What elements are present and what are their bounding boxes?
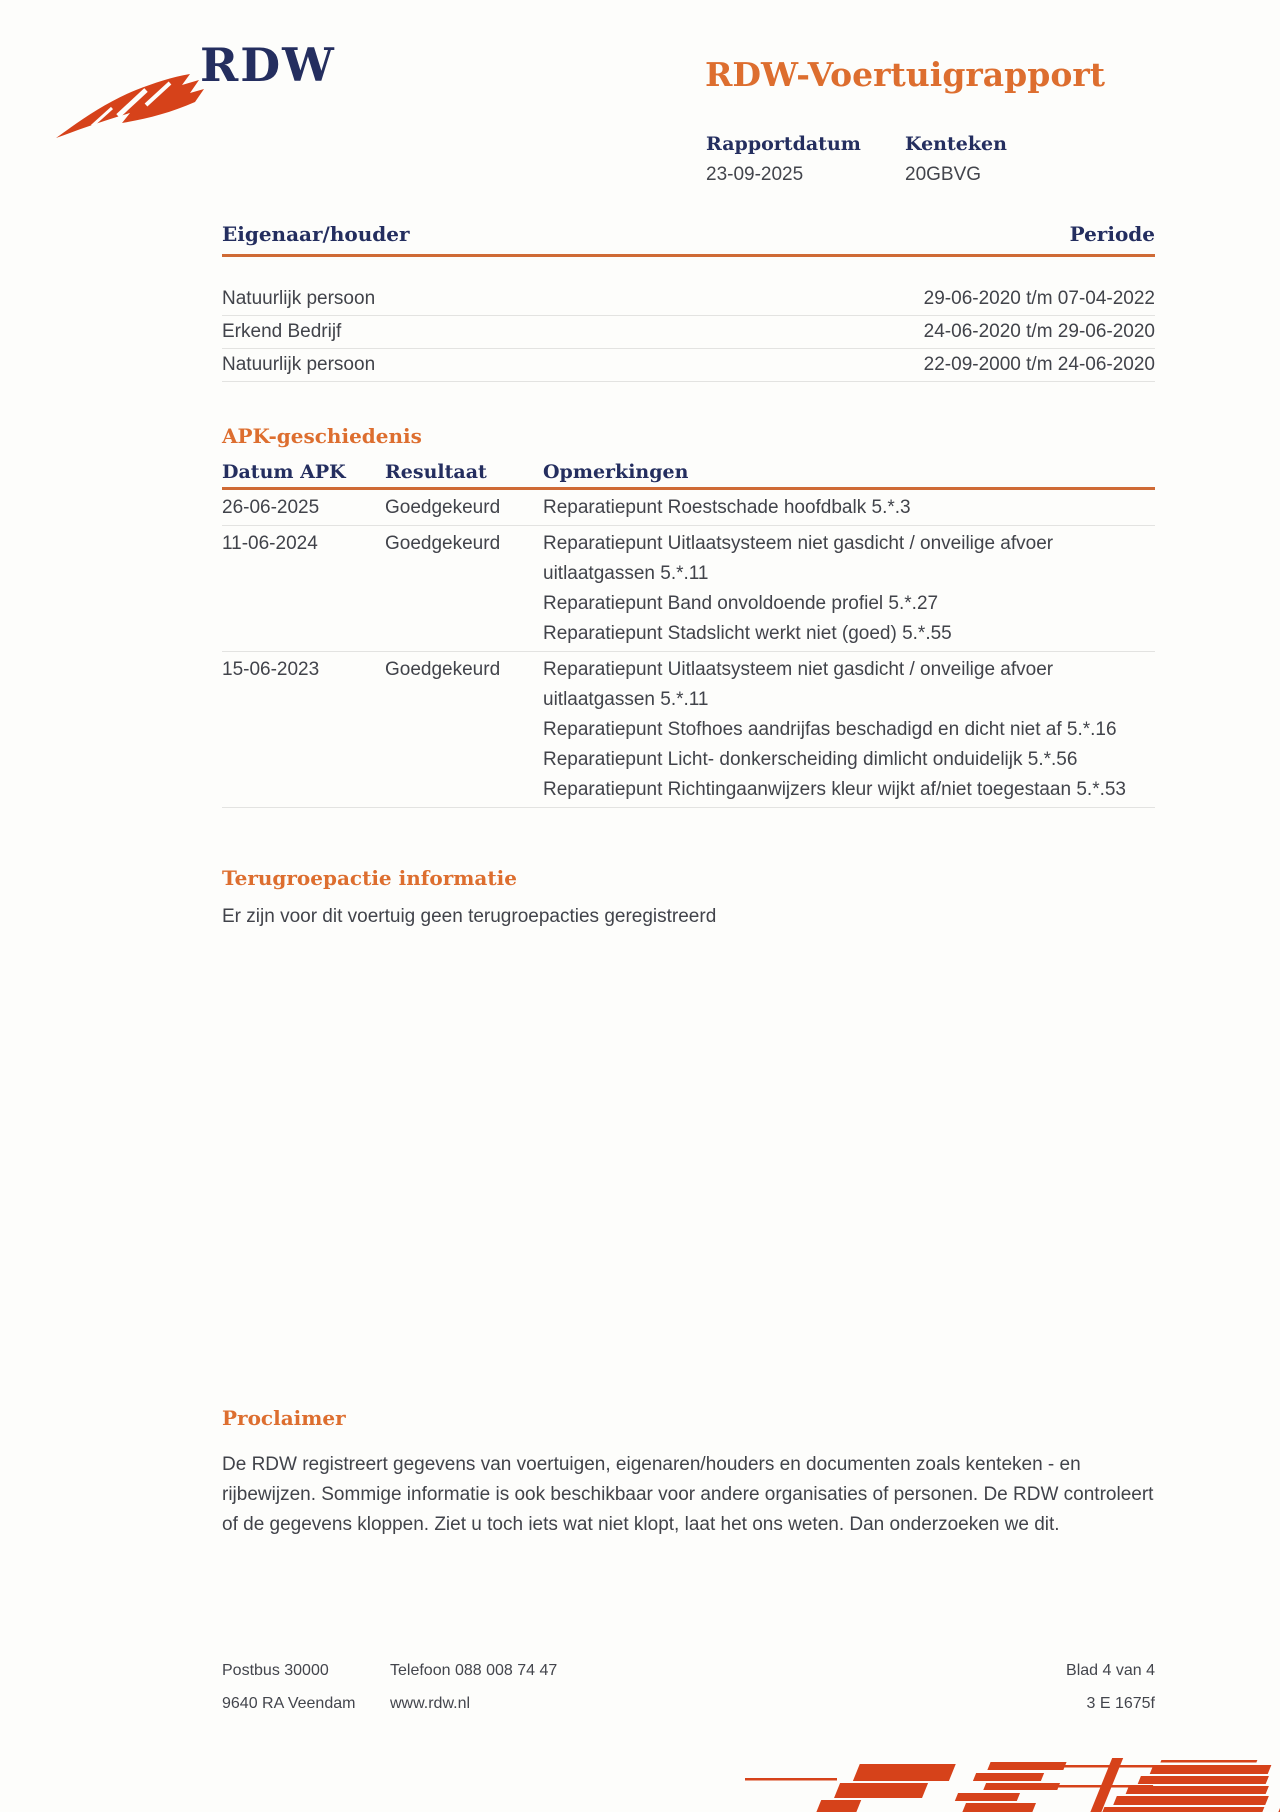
apk-remarks (543, 655, 1155, 805)
footer-website: www.rdw.nl (390, 1695, 471, 1712)
rdw-stripes-graphic-icon (745, 1756, 1280, 1812)
footer-city: 9640 RA Veendam (222, 1695, 356, 1712)
apk-result: Goedgekeurd (385, 659, 501, 680)
report-date-block (706, 133, 861, 186)
recall-section-body: Er zijn voor dit voertuig geen terugroepacties geregistreerd (222, 906, 717, 927)
owner-section-rule (222, 254, 1155, 257)
owner-section (222, 222, 1155, 382)
apk-remark-line: Reparatiepunt Stadslicht werkt niet (goed) 5.*.55 (543, 623, 952, 644)
apk-column-date: Datum APK (222, 461, 346, 483)
apk-remark-line: Reparatiepunt Licht- donkerscheiding dimlicht onduidelijk 5.*.56 (543, 749, 1078, 770)
owner-period: 24-06-2020 t/m 29-06-2020 (923, 321, 1155, 342)
owner-section-heading: Eigenaar/houder (222, 222, 410, 246)
footer-form-code: 3 E 1675f (1086, 1695, 1155, 1712)
license-plate-value: 20GBVG (905, 164, 982, 185)
apk-remark-line: Reparatiepunt Richtingaanwijzers kleur wijkt af/niet toegestaan 5.*.53 (543, 779, 1126, 800)
owner-type: Natuurlijk persoon (222, 354, 376, 375)
apk-section-heading: APK-geschiedenis (222, 424, 422, 448)
apk-remarks (543, 529, 1155, 649)
apk-rows (222, 490, 1155, 808)
license-plate-label: Kenteken (905, 133, 1007, 155)
apk-result: Goedgekeurd (385, 497, 501, 518)
apk-row (222, 652, 1155, 808)
rdw-wordmark: RDW (200, 38, 336, 92)
apk-remark-line: Reparatiepunt Roestschade hoofdbalk 5.*.3 (543, 497, 911, 518)
apk-remark-line: Reparatiepunt Band onvoldoende profiel 5.*.27 (543, 593, 939, 614)
apk-history-section (222, 424, 1155, 808)
owner-period: 29-06-2020 t/m 07-04-2022 (923, 288, 1155, 309)
rdw-feather-logo-icon (52, 52, 204, 140)
apk-remark-line: Reparatiepunt Uitlaatsysteem niet gasdicht / onveilige afvoer uitlaatgassen 5.*.11 (543, 659, 1054, 710)
apk-date: 26-06-2025 (222, 497, 320, 518)
footer-phone: Telefoon 088 008 74 47 (390, 1662, 558, 1679)
apk-remark-line: Reparatiepunt Stofhoes aandrijfas beschadigd en dicht niet af 5.*.16 (543, 719, 1117, 740)
apk-column-result: Resultaat (385, 461, 487, 483)
period-column-heading: Periode (1069, 222, 1155, 246)
recall-section (222, 866, 1155, 928)
owner-type: Natuurlijk persoon (222, 288, 376, 309)
recall-section-heading: Terugroepactie informatie (222, 866, 517, 890)
apk-result: Goedgekeurd (385, 533, 501, 554)
apk-row (222, 490, 1155, 526)
proclaimer-heading: Proclaimer (222, 1406, 346, 1430)
report-title: RDW-Voertuigrapport (705, 55, 1105, 94)
owner-period: 22-09-2000 t/m 24-06-2020 (923, 354, 1155, 375)
apk-column-remarks: Opmerkingen (543, 461, 689, 483)
footer-postbus: Postbus 30000 (222, 1662, 329, 1679)
apk-row (222, 526, 1155, 652)
footer-page-indicator: Blad 4 van 4 (1066, 1662, 1155, 1679)
owner-rows (222, 283, 1155, 382)
apk-date: 15-06-2023 (222, 659, 320, 680)
report-date-label: Rapportdatum (706, 133, 861, 155)
owner-row (222, 349, 1155, 382)
report-date-value: 23-09-2025 (706, 164, 804, 185)
owner-type: Erkend Bedrijf (222, 321, 342, 342)
proclaimer-body: De RDW registreert gegevens van voertuigen, eigenaren/houders en documenten zoals kenteken - en rijbewijzen. Sommige informatie is ook beschikbaar voor andere organisaties of personen. De RDW controleert of de gegevens kloppen. Ziet u toch iets wat niet klopt, laat het ons weten. Dan onderzoeken we dit. (222, 1454, 1154, 1535)
owner-row (222, 316, 1155, 349)
apk-date: 11-06-2024 (222, 533, 318, 554)
apk-remark-line: Reparatiepunt Uitlaatsysteem niet gasdicht / onveilige afvoer uitlaatgassen 5.*.11 (543, 533, 1054, 584)
proclaimer-section (222, 1406, 1162, 1540)
owner-row (222, 283, 1155, 316)
apk-remarks (543, 493, 1155, 523)
license-plate-block (905, 133, 1007, 186)
